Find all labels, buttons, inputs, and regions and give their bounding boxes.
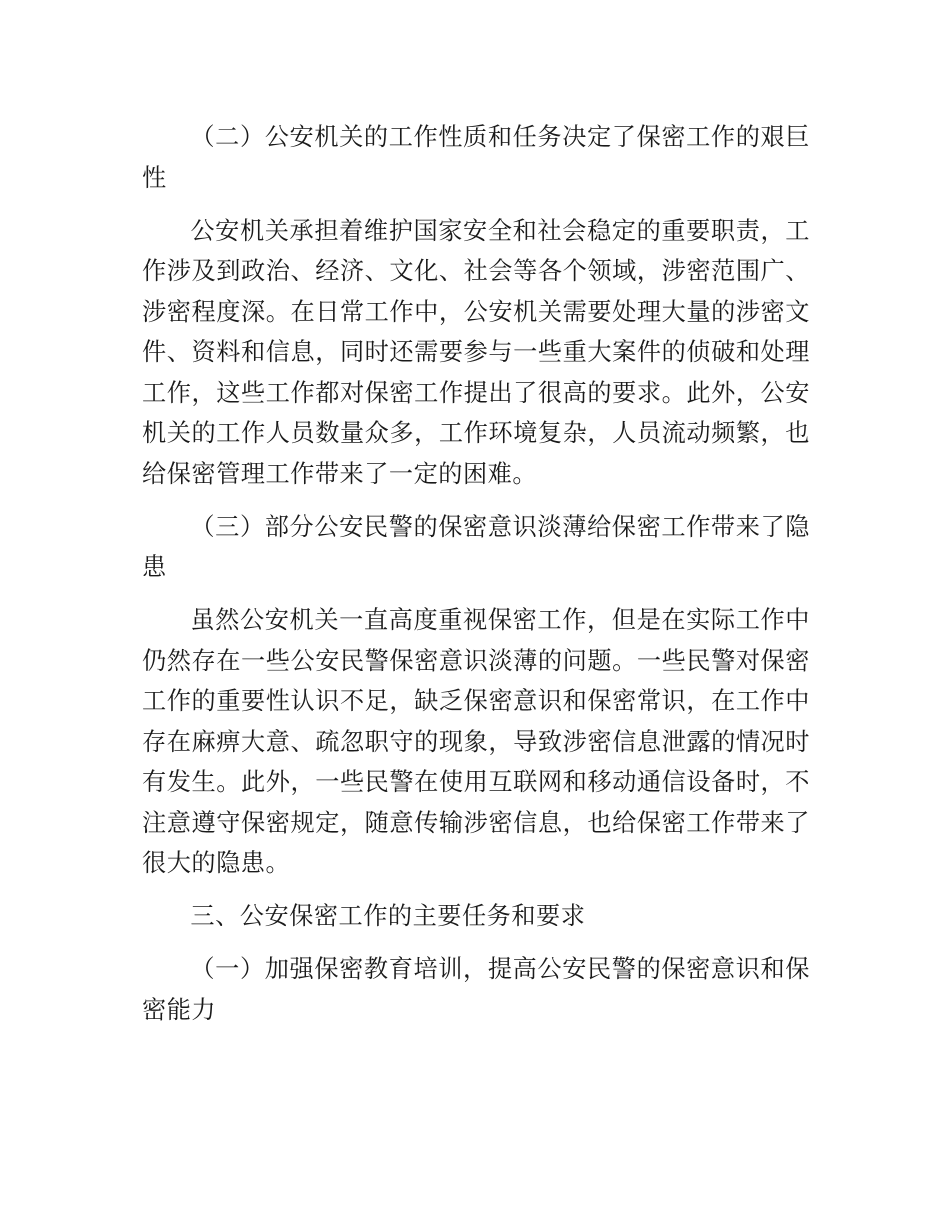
- document-body: [142, 117, 810, 1043]
- section-heading-2: （二）公安机关的工作性质和任务决定了保密工作的艰巨性: [142, 123, 810, 192]
- section-heading-3: （三）部分公安民警的保密意识淡薄给保密工作带来了隐患: [142, 512, 810, 581]
- body-paragraph-1: 公安机关承担着维护国家安全和社会稳定的重要职责，工作涉及到政治、经济、文化、社会等各个领域，涉密范围广、涉密程度深。在日常工作中，公安机关需要处理大量的涉密文件、资料和信息，同时还需要参与一些重大案件的侦破和处理工作，这些工作都对保密工作提出了很高的要求。此外，公安机关的工作人员数量众多，工作环境复杂，人员流动频繁，也给保密管理工作带来了一定的困难。: [142, 216, 810, 488]
- chapter-heading-3: 三、公安保密工作的主要任务和要求: [190, 902, 586, 930]
- body-paragraph-2: 虽然公安机关一直高度重视保密工作，但是在实际工作中仍然存在一些公安民警保密意识淡薄的问题。一些民警对保密工作的重要性认识不足，缺乏保密意识和保密常识，在工作中存在麻痹大意、疏忽职守的现象，导致涉密信息泄露的情况时有发生。此外，一些民警在使用互联网和移动通信设备时，不注意遵守保密规定，随意传输涉密信息，也给保密工作带来了很大的隐患。: [142, 606, 810, 877]
- section-heading-1: （一）加强保密教育培训，提高公安民警的保密意识和保密能力: [142, 955, 810, 1024]
